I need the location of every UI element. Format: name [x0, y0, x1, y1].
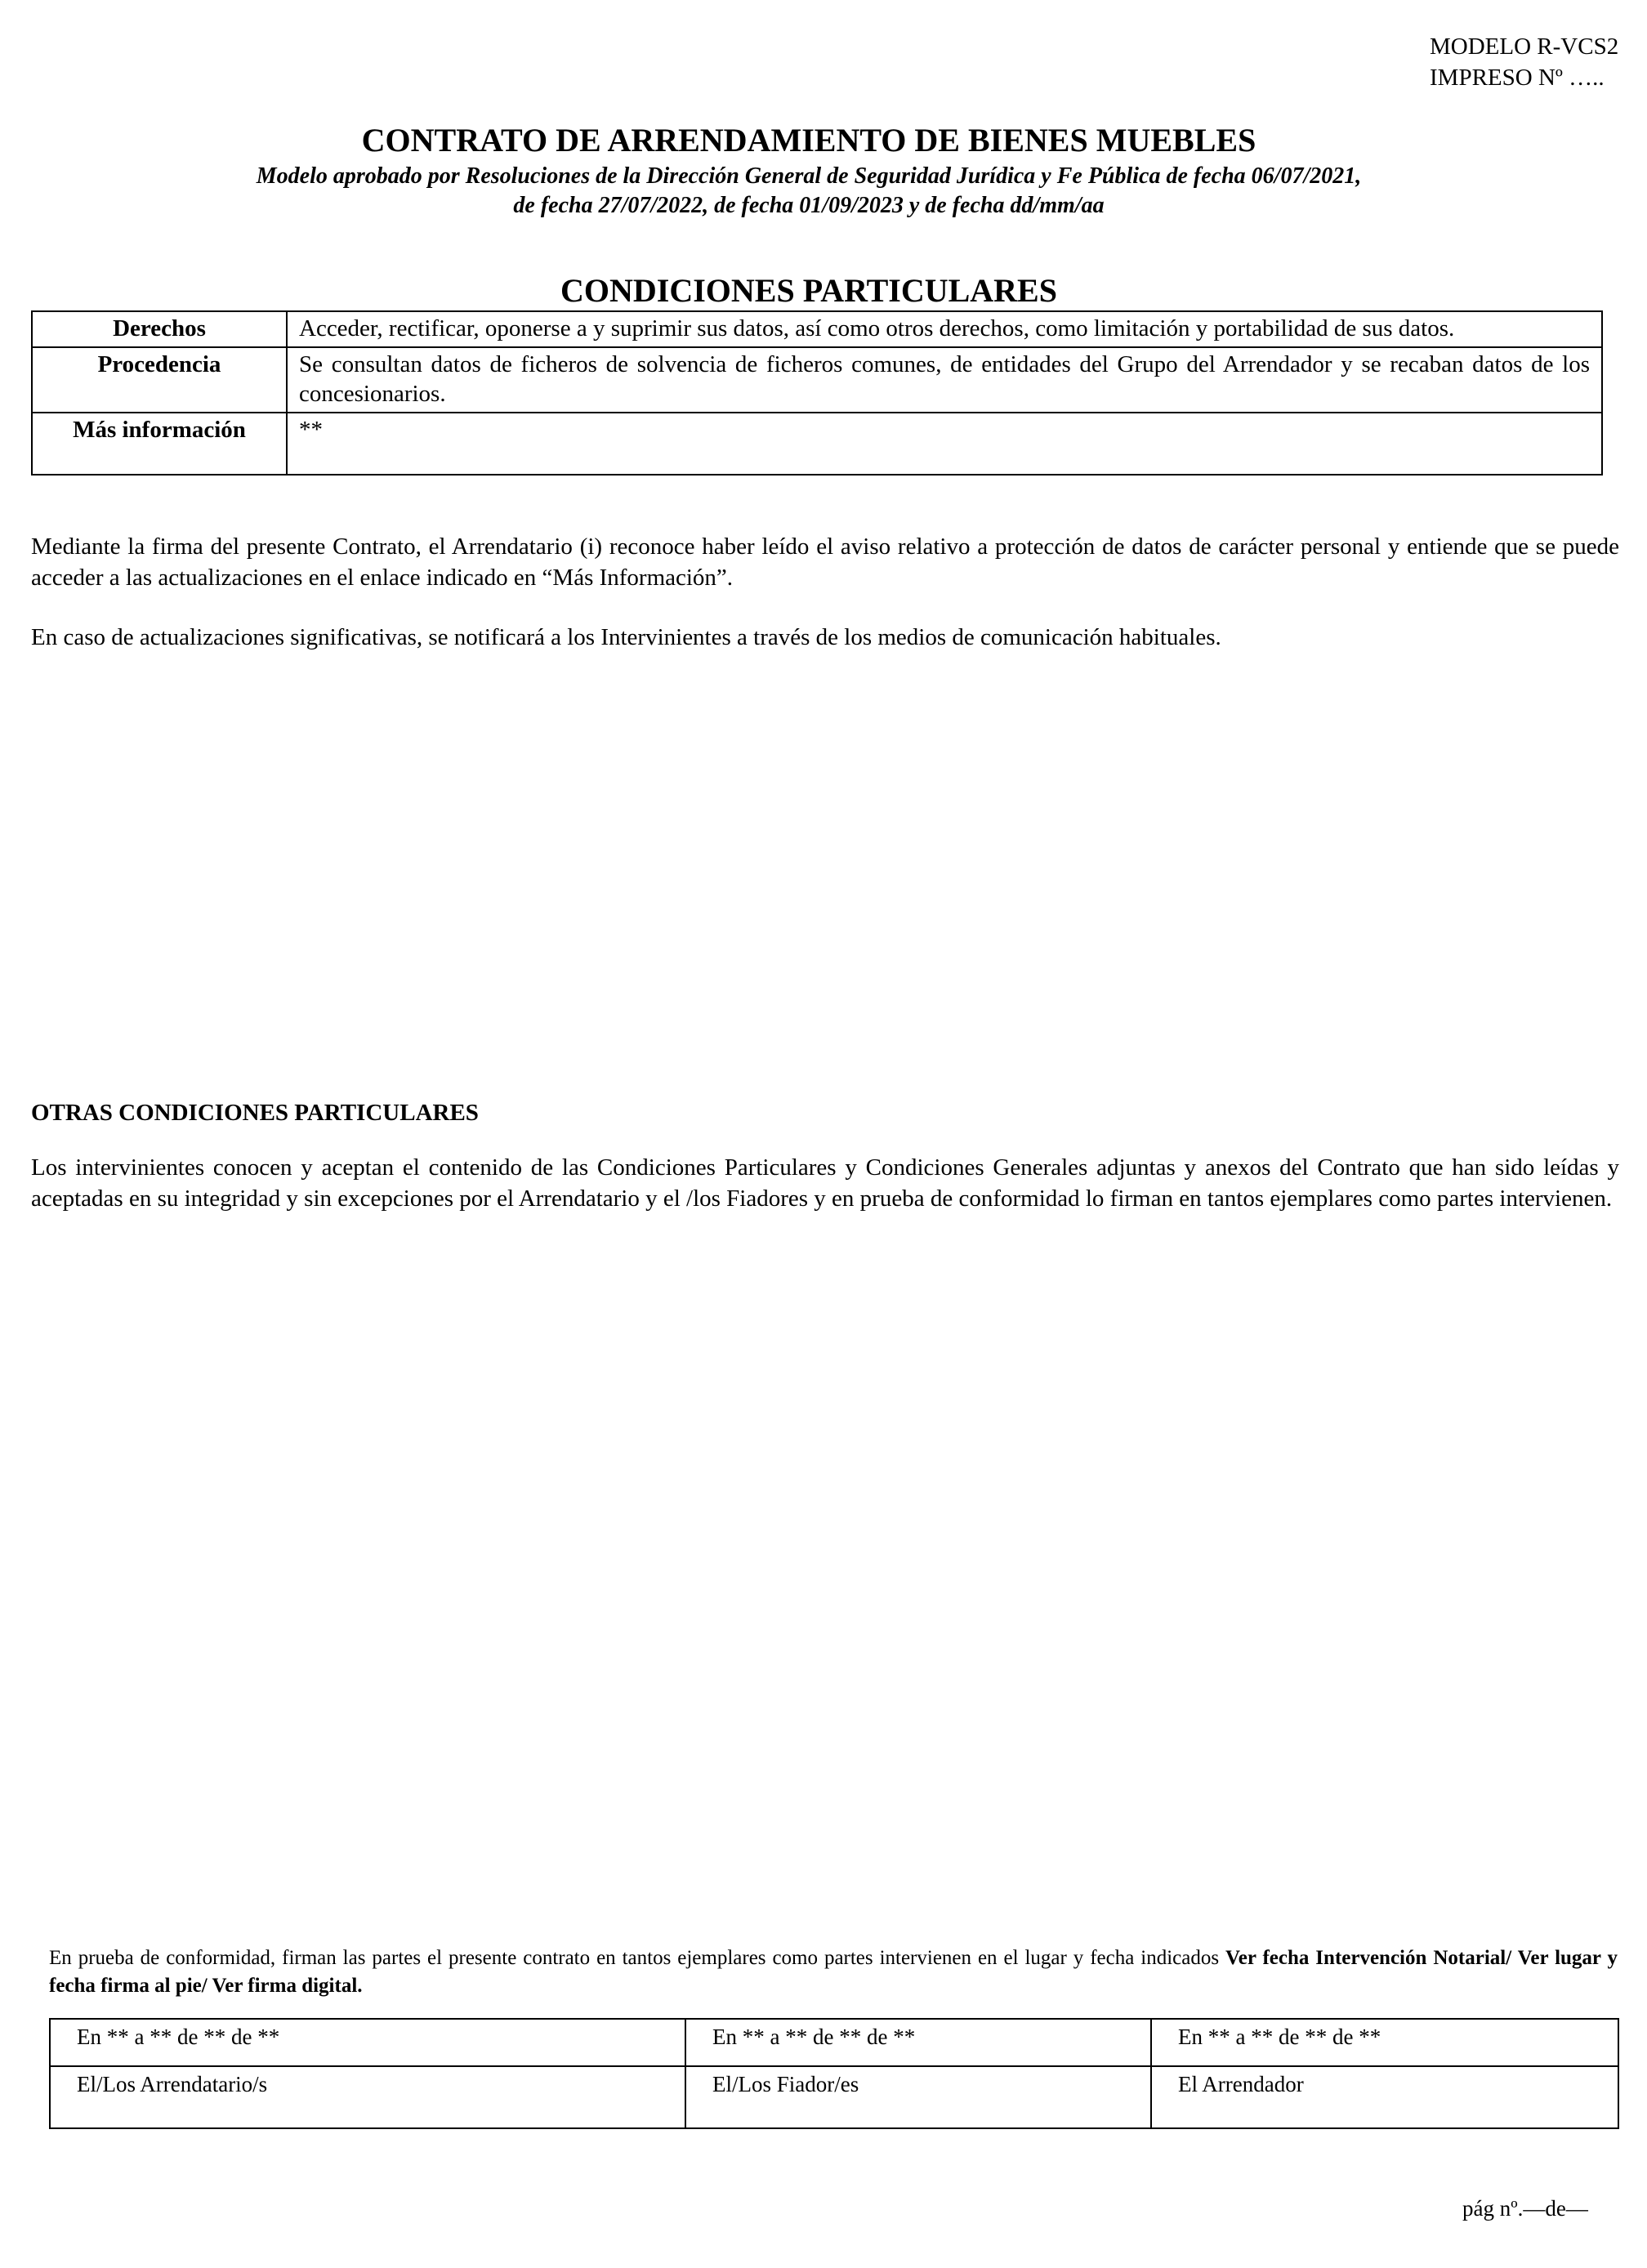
- row-value-procedencia: Se consultan datos de ficheros de solvencia de ficheros comunes, de entidades del Grupo del Arrendador y se recaban datos de los concesionarios.: [287, 347, 1602, 413]
- table-row: [32, 347, 1602, 413]
- signature-lessee: El/Los Arrendatario/s: [50, 2066, 685, 2128]
- print-number: IMPRESO Nº …..: [1430, 65, 1605, 91]
- closing-text: En prueba de conformidad, firman las partes el presente contrato en tantos ejemplares como partes intervienen en el lugar y fecha indicados: [49, 1947, 1226, 1969]
- model-code: MODELO R-VCS2: [1430, 33, 1619, 60]
- document-subtitle: [0, 162, 1618, 221]
- document-title: CONTRATO DE ARRENDAMIENTO DE BIENES MUEBLES: [361, 122, 1256, 158]
- signature-table: [49, 2018, 1619, 2129]
- closing-bold-text: Ver fecha Intervención Notarial/ Ver lugar y fecha firma al pie/ Ver firma digital.: [49, 1947, 1618, 1997]
- row-label-derechos: Derechos: [32, 311, 287, 347]
- updates-paragraph: En caso de actualizaciones significativas, se notificará a los Intervinientes a través de los medios de comunicación habituales.: [31, 624, 1221, 650]
- row-value-derechos: Acceder, rectificar, oponerse a y suprimir sus datos, así como otros derechos, como limitación y portabilidad de sus datos.: [287, 311, 1602, 347]
- other-conditions-heading: OTRAS CONDICIONES PARTICULARES: [31, 1100, 479, 1126]
- place-date-lessor: En ** a ** de ** de **: [1151, 2019, 1618, 2066]
- table-row: [50, 2066, 1618, 2128]
- subtitle-line-1: Modelo aprobado por Resoluciones de la Dirección General de Seguridad Jurídica y Fe Pública de fecha 06/07/2021,: [256, 163, 1362, 189]
- signature-guarantor: El/Los Fiador/es: [685, 2066, 1151, 2128]
- closing-statement: [49, 1944, 1618, 2000]
- section-title: CONDICIONES PARTICULARES: [560, 272, 1057, 309]
- other-conditions-paragraph: Los intervinientes conocen y aceptan el contenido de las Condiciones Particulares y Condiciones Generales adjuntas y anexos del Contrato que han sido leídas y aceptadas en su integridad y sin excepciones por el Arrendatario y el /los Fiadores y en prueba de conformidad lo firman en tantos ejemplares como partes intervienen.: [31, 1154, 1619, 1212]
- row-label-procedencia: Procedencia: [32, 347, 287, 413]
- subtitle-line-2: de fecha 27/07/2022, de fecha 01/09/2023 y de fecha dd/mm/aa: [513, 193, 1105, 218]
- acknowledgement-paragraph: Mediante la firma del presente Contrato, el Arrendatario (i) reconoce haber leído el aviso relativo a protección de datos de carácter personal y entiende que se puede acceder a las actualizaciones en el enlace indicado en “Más Información”.: [31, 534, 1619, 591]
- model-reference: [1430, 31, 1618, 93]
- place-date-guarantor: En ** a ** de ** de **: [685, 2019, 1151, 2066]
- table-row: [32, 413, 1602, 475]
- signature-lessor: El Arrendador: [1151, 2066, 1618, 2128]
- table-row: [50, 2019, 1618, 2066]
- table-row: [32, 311, 1602, 347]
- place-date-lessee: En ** a ** de ** de **: [50, 2019, 685, 2066]
- row-label-mas-informacion: Más información: [32, 413, 287, 475]
- row-value-mas-informacion: **: [287, 413, 1602, 475]
- data-protection-table: [31, 310, 1603, 475]
- page-number: pág nº.—de—: [1462, 2196, 1588, 2221]
